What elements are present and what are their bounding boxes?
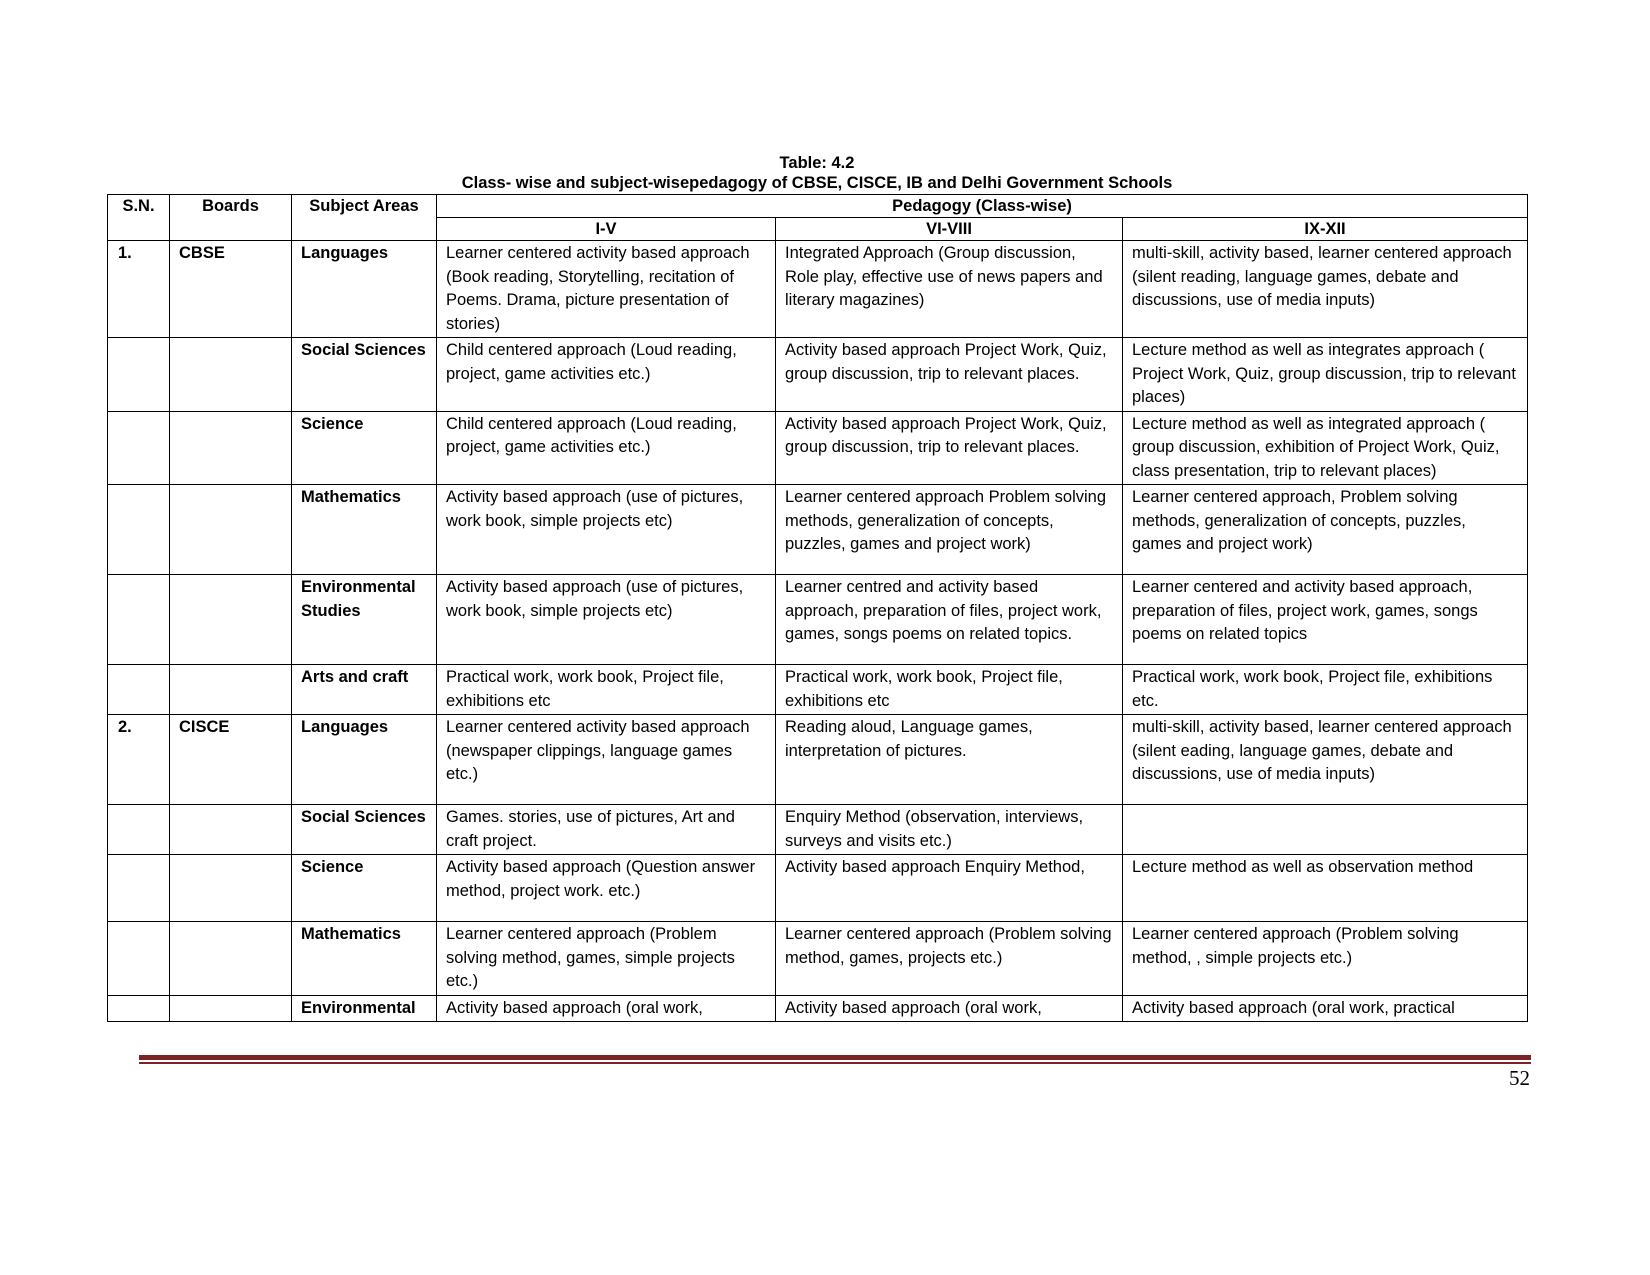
header-subject-areas: Subject Areas: [292, 195, 437, 241]
cell-pedagogy-i-v: Activity based approach (Question answer method, project work. etc.): [437, 855, 776, 922]
cell-board: [170, 995, 292, 1022]
table-row: [108, 338, 1528, 412]
table-row: [108, 241, 1528, 338]
cell-pedagogy-vi-viii: Activity based approach (oral work,: [776, 995, 1123, 1022]
cell-pedagogy-vi-viii: Activity based approach Project Work, Quiz, group discussion, trip to relevant places.: [776, 411, 1123, 485]
cell-pedagogy-ix-xii: Learner centered approach (Problem solving method, , simple projects etc.): [1123, 922, 1528, 996]
cell-sn: [108, 665, 170, 715]
cell-pedagogy-i-v: Practical work, work book, Project file, exhibitions etc: [437, 665, 776, 715]
cell-pedagogy-i-v: Games. stories, use of pictures, Art and craft project.: [437, 805, 776, 855]
cell-pedagogy-vi-viii: Learner centred and activity based approach, preparation of files, project work, games, songs poems on related topics.: [776, 575, 1123, 665]
header-class-i-v: I-V: [437, 218, 776, 241]
page-number: 52: [1509, 1066, 1530, 1090]
cell-sn: [108, 575, 170, 665]
header-pedagogy: Pedagogy (Class-wise): [437, 195, 1528, 218]
cell-pedagogy-i-v: Activity based approach (oral work,: [437, 995, 776, 1022]
cell-pedagogy-vi-viii: Enquiry Method (observation, interviews, surveys and visits etc.): [776, 805, 1123, 855]
cell-subject-area: Science: [292, 411, 437, 485]
cell-board: [170, 855, 292, 922]
table-caption: [107, 153, 1527, 193]
cell-pedagogy-i-v: Learner centered activity based approach (newspaper clippings, language games etc.): [437, 715, 776, 805]
cell-pedagogy-vi-viii: Integrated Approach (Group discussion, Role play, effective use of news papers and literary magazines): [776, 241, 1123, 338]
table-row: [108, 715, 1528, 805]
cell-pedagogy-vi-viii: Learner centered approach Problem solving methods, generalization of concepts, puzzles, games and project work): [776, 485, 1123, 575]
cell-board: [170, 665, 292, 715]
cell-subject-area: Environmental: [292, 995, 437, 1022]
cell-pedagogy-ix-xii: Lecture method as well as observation method: [1123, 855, 1528, 922]
cell-sn: 1.: [108, 241, 170, 338]
cell-board: [170, 575, 292, 665]
cell-board: CISCE: [170, 715, 292, 805]
cell-board: [170, 411, 292, 485]
cell-pedagogy-i-v: Learner centered activity based approach (Book reading, Storytelling, recitation of Poems. Drama, picture presentation of stories): [437, 241, 776, 338]
cell-pedagogy-vi-viii: Activity based approach Enquiry Method,: [776, 855, 1123, 922]
cell-subject-area: Science: [292, 855, 437, 922]
cell-subject-area: Mathematics: [292, 485, 437, 575]
cell-subject-area: Social Sciences: [292, 805, 437, 855]
header-class-vi-viii: VI-VIII: [776, 218, 1123, 241]
cell-board: CBSE: [170, 241, 292, 338]
cell-pedagogy-vi-viii: Activity based approach Project Work, Quiz, group discussion, trip to relevant places.: [776, 338, 1123, 412]
cell-sn: [108, 995, 170, 1022]
cell-pedagogy-ix-xii: Practical work, work book, Project file, exhibitions etc.: [1123, 665, 1528, 715]
table-row: [108, 575, 1528, 665]
cell-sn: [108, 485, 170, 575]
table-row: [108, 805, 1528, 855]
cell-pedagogy-ix-xii: Lecture method as well as integrates approach ( Project Work, Quiz, group discussion, trip to relevant places): [1123, 338, 1528, 412]
cell-board: [170, 485, 292, 575]
cell-pedagogy-i-v: Child centered approach (Loud reading, project, game activities etc.): [437, 411, 776, 485]
cell-board: [170, 805, 292, 855]
cell-subject-area: Languages: [292, 715, 437, 805]
cell-sn: [108, 855, 170, 922]
cell-sn: [108, 411, 170, 485]
cell-sn: [108, 922, 170, 996]
table-row: [108, 855, 1528, 922]
cell-pedagogy-vi-viii: Practical work, work book, Project file, exhibitions etc: [776, 665, 1123, 715]
header-sn: S.N.: [108, 195, 170, 241]
cell-sn: 2.: [108, 715, 170, 805]
cell-subject-area: Environmental Studies: [292, 575, 437, 665]
cell-board: [170, 338, 292, 412]
cell-subject-area: Arts and craft: [292, 665, 437, 715]
cell-subject-area: Languages: [292, 241, 437, 338]
pedagogy-table: [107, 194, 1528, 1022]
header-class-ix-xii: IX-XII: [1123, 218, 1528, 241]
footer-rule-thick: [139, 1055, 1531, 1060]
table-number: Table: 4.2: [779, 154, 855, 172]
table-row: [108, 995, 1528, 1022]
cell-pedagogy-ix-xii: multi-skill, activity based, learner centered approach (silent reading, language games, debate and discussions, use of media inputs): [1123, 241, 1528, 338]
cell-pedagogy-ix-xii: multi-skill, activity based, learner centered approach (silent eading, language games, debate and discussions, use of media inputs): [1123, 715, 1528, 805]
cell-pedagogy-ix-xii: [1123, 805, 1528, 855]
cell-pedagogy-vi-viii: Reading aloud, Language games, interpretation of pictures.: [776, 715, 1123, 805]
cell-pedagogy-i-v: Activity based approach (use of pictures, work book, simple projects etc): [437, 485, 776, 575]
cell-pedagogy-vi-viii: Learner centered approach (Problem solving method, games, projects etc.): [776, 922, 1123, 996]
cell-pedagogy-ix-xii: Activity based approach (oral work, practical: [1123, 995, 1528, 1022]
cell-sn: [108, 338, 170, 412]
header-row: [108, 195, 1528, 218]
cell-pedagogy-ix-xii: Lecture method as well as integrated approach ( group discussion, exhibition of Project Work, Quiz, class presentation, trip to relevant places): [1123, 411, 1528, 485]
cell-subject-area: Mathematics: [292, 922, 437, 996]
header-boards: Boards: [170, 195, 292, 241]
cell-board: [170, 922, 292, 996]
cell-pedagogy-ix-xii: Learner centered approach, Problem solving methods, generalization of concepts, puzzles, games and project work): [1123, 485, 1528, 575]
cell-pedagogy-i-v: Learner centered approach (Problem solving method, games, simple projects etc.): [437, 922, 776, 996]
cell-pedagogy-i-v: Activity based approach (use of pictures, work book, simple projects etc): [437, 575, 776, 665]
cell-pedagogy-i-v: Child centered approach (Loud reading, project, game activities etc.): [437, 338, 776, 412]
table-title: Class- wise and subject-wisepedagogy of CBSE, CISCE, IB and Delhi Government Schools: [461, 174, 1173, 192]
table-row: [108, 665, 1528, 715]
cell-subject-area: Social Sciences: [292, 338, 437, 412]
cell-sn: [108, 805, 170, 855]
table-row: [108, 485, 1528, 575]
table-row: [108, 411, 1528, 485]
footer-rule-thin: [139, 1062, 1531, 1064]
cell-pedagogy-ix-xii: Learner centered and activity based approach, preparation of files, project work, games, songs poems on related topics: [1123, 575, 1528, 665]
table-row: [108, 922, 1528, 996]
